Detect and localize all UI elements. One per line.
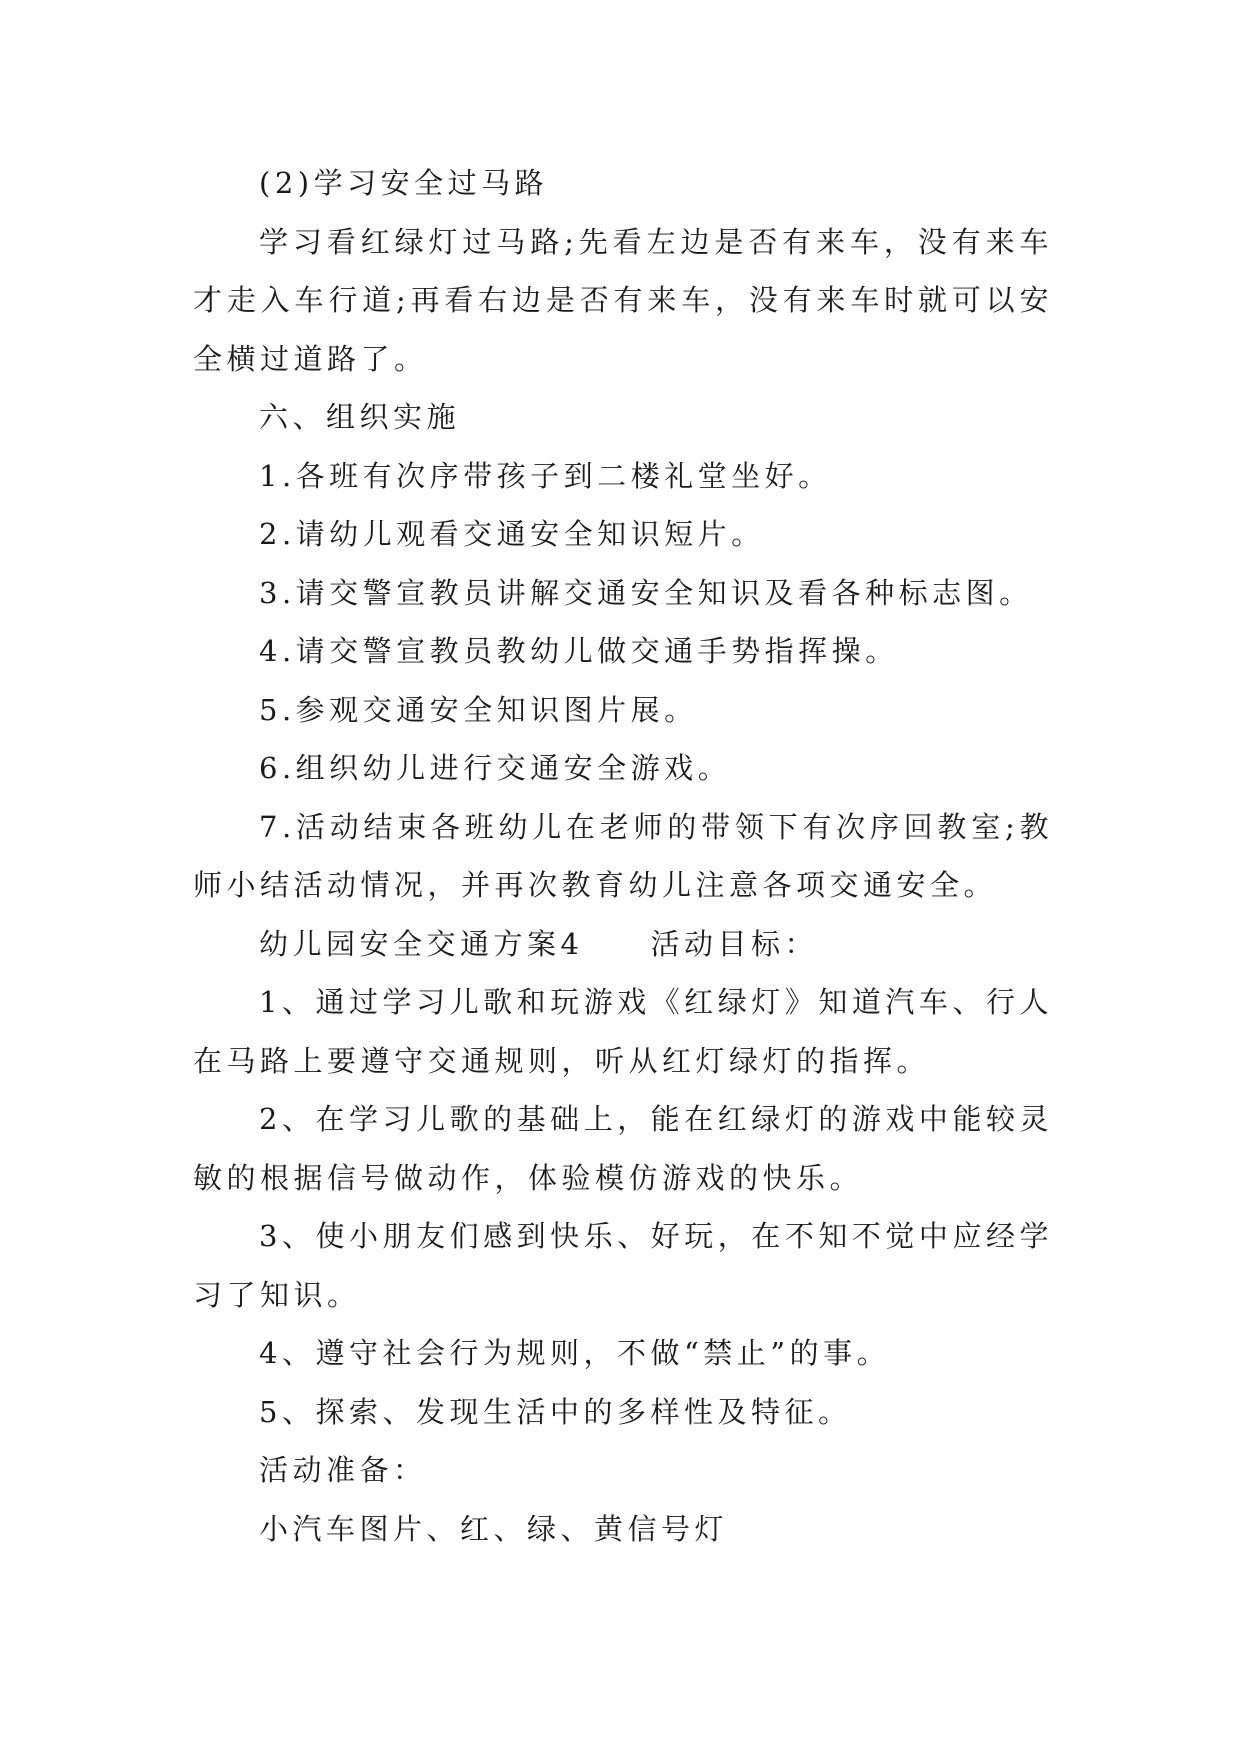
section-heading-implementation: 六、组织实施 — [259, 400, 461, 434]
goal-item-5: 5、探索、发现生活中的多样性及特征。 — [259, 1394, 852, 1429]
list-item-4: 4.请交警宣教员教幼儿做交通手势指挥操。 — [259, 634, 899, 668]
plan-title-goals: 幼儿园安全交通方案4 活动目标： — [259, 926, 818, 961]
list-item-2: 2.请幼儿观看交通安全知识短片。 — [259, 517, 765, 551]
goal-item-2: 2、在学习儿歌的基础上，能在红绿灯的游戏中能较灵敏的根据信号做动作，体验模仿游戏的快乐。 — [193, 1102, 1053, 1195]
preparation-materials: 小汽车图片、红、绿、黄信号灯 — [259, 1511, 729, 1546]
paragraph-crossing-steps: 学习看红绿灯过马路;先看左边是否有来车，没有来车才走入车行道;再看右边是否有来车，没有来车时就可以安全横过道路了。 — [193, 224, 1053, 376]
goal-item-1: 1、通过学习儿歌和玩游戏《红绿灯》知道汽车、行人在马路上要遵守交通规则，听从红灯绿灯的指挥。 — [193, 985, 1053, 1078]
goal-item-4: 4、遵守社会行为规则，不做“禁止”的事。 — [259, 1336, 891, 1370]
list-item-5: 5.参观交通安全知识图片展。 — [259, 692, 698, 727]
paragraph-subheading-crossing: (2)学习安全过马路 — [259, 166, 549, 200]
list-item-6: 6.组织幼儿进行交通安全游戏。 — [259, 751, 732, 785]
list-item-7: 7.活动结束各班幼儿在老师的带领下有次序回教室;教师小结活动情况，并再次教育幼儿注意各项交通安全。 — [193, 809, 1053, 902]
list-item-3: 3.请交警宣教员讲解交通安全知识及看各种标志图。 — [259, 575, 1033, 610]
goal-item-3: 3、使小朋友们感到快乐、好玩，在不知不觉中应经学习了知识。 — [193, 1219, 1053, 1312]
document-body — [193, 154, 1053, 1558]
heading-preparation: 活动准备： — [259, 1453, 427, 1487]
list-item-1: 1.各班有次序带孩子到二楼礼堂坐好。 — [259, 458, 832, 493]
